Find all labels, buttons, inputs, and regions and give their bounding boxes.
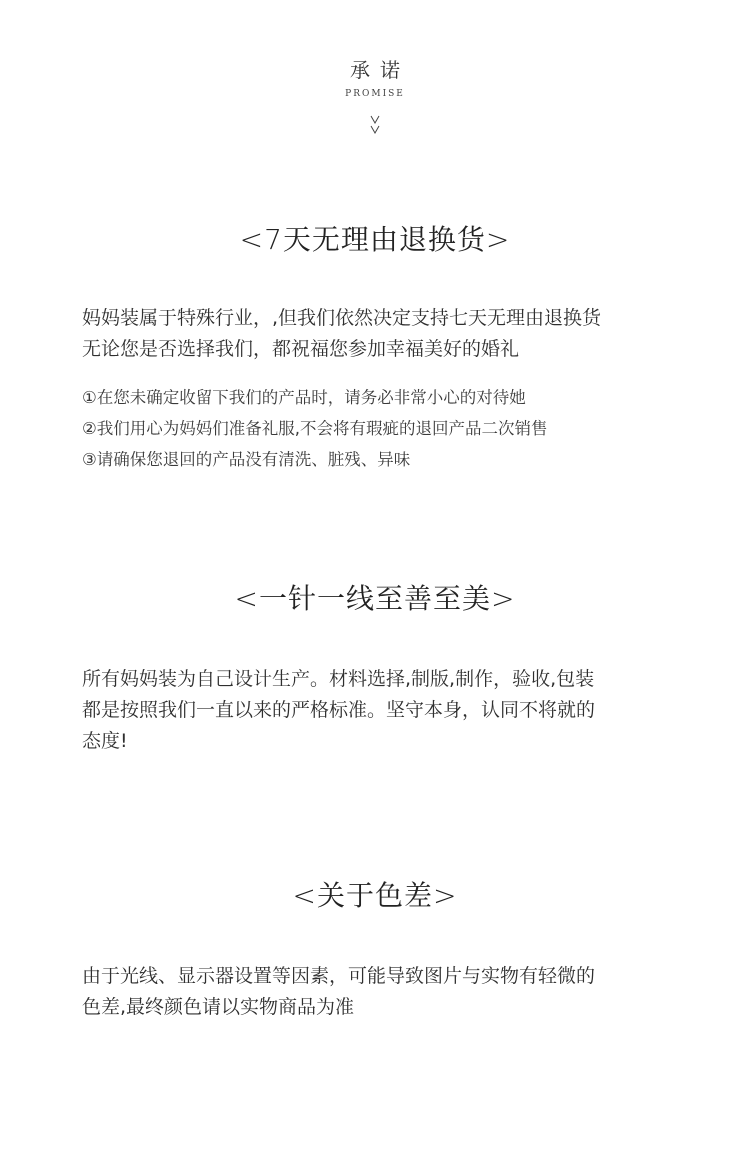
paragraph-line: 妈妈装属于特殊行业，,但我们依然决定支持七天无理由退换货 xyxy=(82,307,602,329)
return-policy-paragraph xyxy=(82,303,682,365)
promise-header xyxy=(0,56,750,136)
paragraph-line: 态度! xyxy=(82,730,128,752)
craftsmanship-paragraph xyxy=(82,664,682,757)
header-title: 承诺 xyxy=(350,58,410,82)
note-item: ③请确保您退回的产品没有清洗、脏残、异味 xyxy=(82,450,411,469)
section-title-craftsmanship: <一针一线至善至美> xyxy=(234,582,516,615)
double-chevron-down-icon xyxy=(0,114,750,136)
paragraph-line: 所有妈妈装为自己设计生产。材料选择,制版,制作，验收,包装 xyxy=(82,668,595,690)
color-difference-paragraph xyxy=(82,961,682,1023)
header-subtitle: PROMISE xyxy=(345,89,405,99)
note-item: ②我们用心为妈妈们准备礼服,不会将有瑕疵的退回产品二次销售 xyxy=(82,419,548,438)
paragraph-line: 色差,最终颜色请以实物商品为准 xyxy=(82,996,355,1018)
paragraph-line: 都是按照我们一直以来的严格标准。坚守本身，认同不将就的 xyxy=(82,699,596,721)
paragraph-line: 无论您是否选择我们，都祝福您参加幸福美好的婚礼 xyxy=(82,338,520,360)
return-policy-notes xyxy=(82,382,682,475)
section-title-return-policy: <7天无理由退换货> xyxy=(239,223,511,256)
note-item: ①在您未确定收留下我们的产品时，请务必非常小心的对待她 xyxy=(82,388,526,407)
paragraph-line: 由于光线、显示器设置等因素，可能导致图片与实物有轻微的 xyxy=(82,965,596,987)
section-title-color-difference: <关于色差> xyxy=(292,879,458,912)
